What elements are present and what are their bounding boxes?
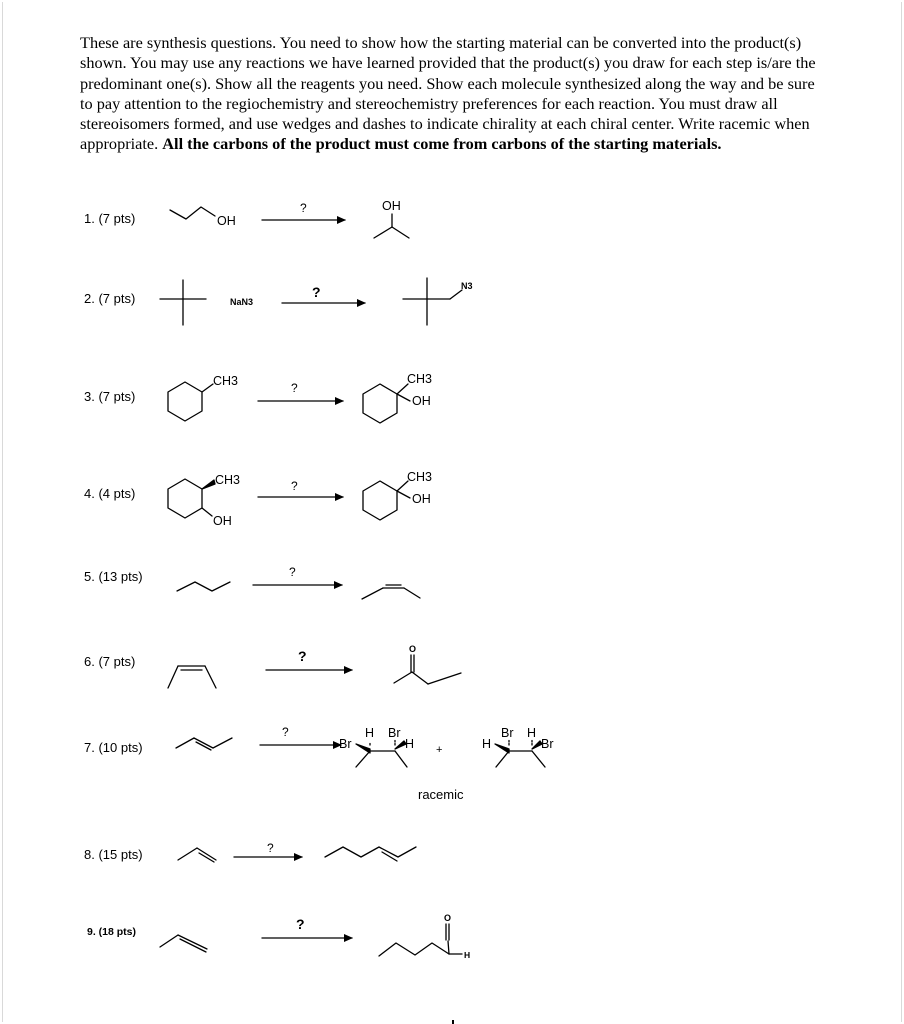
problem-7-p1-h-right: H: [405, 737, 415, 751]
problem-7-p1-br-left: Br: [339, 737, 352, 751]
problem-4-product: [363, 481, 410, 520]
problem-2-reagent: NaN3: [230, 297, 254, 307]
problem-1-arrow-label: ?: [300, 201, 307, 215]
problem-9-starting-material: [160, 935, 207, 952]
problem-3-product-ch3: CH3: [407, 372, 433, 386]
problem-4-start-oh: OH: [213, 514, 232, 528]
problem-2-product-n3: N3: [461, 281, 473, 291]
problem-9-label: 9. (18 pts): [87, 926, 137, 938]
problem-3-product: [363, 384, 410, 423]
problem-8-starting-material: [178, 848, 216, 862]
problem-7-label: 7. (10 pts): [84, 740, 143, 755]
problem-9-product-o: O: [444, 913, 452, 923]
problem-1-product-oh: OH: [382, 199, 401, 213]
problem-8-label: 8. (15 pts): [84, 847, 143, 862]
problem-7-racemic-note: racemic: [418, 787, 464, 802]
problem-8-product: [325, 847, 416, 861]
problem-6-starting-material: [168, 666, 216, 688]
problem-1-start-oh: OH: [217, 214, 236, 228]
problem-5-product: [362, 585, 420, 599]
problem-7-arrow-label: ?: [282, 725, 289, 739]
problem-1-product: [374, 214, 409, 238]
problem-3-start-ch3: CH3: [213, 374, 239, 388]
problem-2-arrow-label: ?: [312, 284, 321, 300]
problem-2-product: [403, 278, 462, 325]
problem-3-starting-material: [168, 382, 213, 421]
page-bottom-tick: [452, 1020, 454, 1024]
problem-4-product-ch3: CH3: [407, 470, 433, 484]
problem-6-arrow-label: ?: [298, 648, 307, 664]
problem-1-label: 1. (7 pts): [84, 211, 136, 226]
problem-4-starting-material: [168, 479, 212, 518]
problem-7-product-2-wedge-left: [495, 744, 509, 753]
problem-7-starting-material: [176, 738, 232, 750]
problem-3-product-oh: OH: [412, 394, 431, 408]
problem-6-product-o: O: [409, 644, 417, 654]
problem-9-product-h: H: [464, 950, 471, 960]
instructions-text: These are synthesis questions. You need to show how the starting material can be converted into the product(s) shown. You may use any reactions we have learned provided that the product(s) you draw for each step is/are the predominant one(s). Show all the reagents you need. Show each molecule synthesized along the way and be sure to pay attention to the regiochemistry and stereochemistry preferences for each reaction. You must draw all stereoisomers formed, and use wedges and dashes to indicate chirality at each chiral center. Write racemic when appropriate.: [80, 33, 816, 154]
problem-4-product-oh: OH: [412, 492, 431, 506]
problem-6-label: 6. (7 pts): [84, 654, 136, 669]
problem-7-product-1: [356, 740, 407, 767]
problem-9-product: [379, 924, 462, 956]
problem-4-wedge-bond: [202, 480, 215, 489]
problem-7-p2-br-top: Br: [501, 726, 514, 740]
problem-3-label: 3. (7 pts): [84, 389, 136, 404]
problem-3-arrow-label: ?: [291, 381, 298, 395]
problem-5-label: 5. (13 pts): [84, 569, 143, 584]
problem-6-product: [394, 655, 461, 684]
problem-4-label: 4. (4 pts): [84, 486, 136, 501]
problem-7-p2-h-left: H: [482, 737, 492, 751]
problem-7-p2-br-right: Br: [541, 737, 554, 751]
problem-5-starting-material: [177, 582, 230, 591]
problem-7-p2-h-top: H: [527, 726, 537, 740]
problem-4-start-ch3: CH3: [215, 473, 241, 487]
problem-2-starting-material: [160, 280, 206, 325]
problem-4-arrow-label: ?: [291, 479, 298, 493]
problem-5-arrow-label: ?: [289, 565, 296, 579]
problem-1-starting-material: [170, 207, 215, 219]
problem-7-p1-h-top: H: [365, 726, 375, 740]
problem-7-plus: +: [436, 744, 443, 756]
problem-9-arrow-label: ?: [296, 916, 305, 932]
problem-7-p1-br-top: Br: [388, 726, 401, 740]
problem-8-arrow-label: ?: [267, 841, 274, 855]
instructions-bold-text: All the carbons of the product must come from carbons of the starting materials.: [162, 134, 722, 154]
problem-2-label: 2. (7 pts): [84, 291, 136, 306]
problem-7-product-1-wedge-left: [356, 744, 370, 753]
